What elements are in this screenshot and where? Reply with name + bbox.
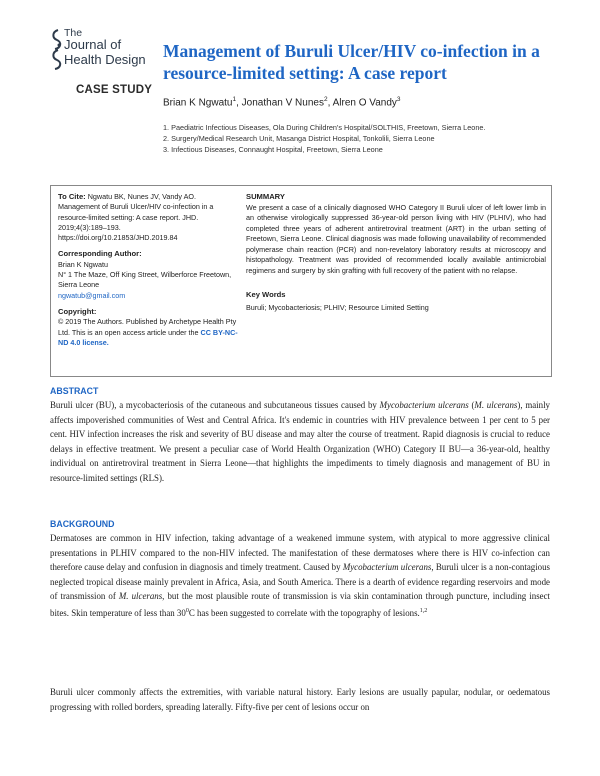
- keywords-heading: Key Words: [246, 290, 286, 299]
- journal-logo: [50, 26, 162, 76]
- article-info-box: [50, 185, 552, 377]
- copyright-text: © 2019 The Authors. Published by Archetype Health Pty Ltd. This is an open access article under the: [58, 317, 237, 337]
- article-type: CASE STUDY: [76, 84, 153, 96]
- summary-heading: SUMMARY: [246, 192, 285, 201]
- license-link[interactable]: CC BY-NC-ND 4.0 license.: [58, 327, 238, 347]
- journal-name-line1: The: [64, 27, 83, 39]
- keywords-text: Buruli; Mycobacteriosis; PLHIV; Resource Limited Setting: [246, 302, 429, 312]
- affiliation-item: 1. Paediatric Infectious Diseases, Ola During Children's Hospital/SOLTHIS, Freetown, Sierra Leone.: [163, 123, 486, 132]
- author-affil-ref: 2: [323, 96, 328, 103]
- reference-marker[interactable]: 1,2: [419, 607, 428, 614]
- degree-superscript: 0: [185, 607, 189, 614]
- affiliation-list: [163, 122, 485, 155]
- background-text: Dermatoses are common in HIV infection, taking advantage of a weakened immune system, with atypical to more aggressive clinical presentations in PLHIV compared to the non-HIV infected. The manifestation of these dermatoses where there is HIV co-infection can therefore cause delay and confusion in diagnosis and timely treatment. Caused by: [50, 533, 550, 573]
- background-text: C has been suggested to correlate with the topography of lesions.: [188, 607, 420, 618]
- background-text: , but the most plausible route of transmission is via skin contamination through puncture, including insect bites. Skin temperature of less than 30: [50, 591, 550, 618]
- author-name: Brian K Ngwatu: [163, 97, 233, 109]
- species-name: Mycobacterium ulcerans: [379, 400, 469, 410]
- abstract-heading: ABSTRACT: [50, 386, 99, 396]
- background-paragraph-2: Buruli ulcer commonly affects the extremities, with variable natural history. Early lesions are usually papular, nodular, or oedematous progressing with rolled borders, spreading laterally. Fifty-five per cent of lesions occur on: [50, 687, 550, 712]
- background-text: , Buruli ulcer is a non-contagious neglected tropical disease mainly prevalent in Africa, Asia, and South America. There is a dearth of evidence regarding reservoirs and mode of transmission of: [50, 562, 550, 602]
- affiliation-item: 2. Surgery/Medical Research Unit, Masanga District Hospital, Tonkolili, Sierra Leone: [163, 134, 435, 143]
- corresponding-author-address: N° 1 The Maze, Off King Street, Wilberforce Freetown, Sierra Leone: [58, 270, 232, 290]
- corresponding-author-email-link[interactable]: ngwatub@gmail.com: [58, 290, 126, 300]
- citation-block: [58, 192, 238, 243]
- journal-logo-icon: [50, 28, 62, 70]
- citation-text: Ngwatu BK, Nunes JV, Vandy AO. Management of Buruli Ulcer/HIV co-infection in a resource-limited setting: A case report. JHD. 2019;4(3):189–193. https://doi.org/10.21853/JHD.2019.84: [58, 192, 214, 243]
- species-abbrev: M. ulcerans: [474, 400, 518, 410]
- abstract-text: Buruli ulcer (BU), a mycobacteriosis of the cutaneous and subcutaneous tissues caused by: [50, 400, 380, 410]
- abstract-text: ), mainly affects impoverished communities of West and Central Africa. It's endemic in countries with HIV prevalence between 1 per cent to 5 per cent. HIV infection increases the risk and severity of BU disease and may alter the course of treatment. Rapid diagnosis is crucial to reduce delays in effective treatment. We present a peculiar case of World Health Organization (WHO) Category II BU—a 36-year-old, healthy individual on antiretroviral treatment in Sierra Leone—that highlights the impediments to timely diagnosis and management of BU in resource-limited settings (RLS).: [50, 400, 550, 483]
- species-abbrev: M. ulcerans: [118, 591, 163, 602]
- corresponding-author-label: Corresponding Author:: [58, 249, 142, 259]
- author-name: Alren O Vandy: [332, 97, 397, 109]
- summary-column: [246, 192, 546, 319]
- summary-text: We present a case of a clinically diagnosed WHO Category II Buruli ulcer of left lower limb in an otherwise virologically suppressed 36-year-old person living with HIV (PLHIV), who had completed three years of adherent antiretroviral treatment (ART) in the urban setting of Freetown, Sierra Leone. Clinical diagnosis was made following unavailability of recommended polymerase chain reaction (PCR) and non-revelatory laboratory results at microscopy and histopathology. Treatment was provided of recommended locally available antimicrobial regimens and surgery by skin grafting with full recovery of the patient with no relapse.: [246, 202, 546, 275]
- article-title: Management of Buruli Ulcer/HIV co-infection in a resource-limited setting: A case report: [163, 41, 540, 83]
- journal-name-line2: Journal of: [64, 37, 122, 52]
- author-list: Brian K Ngwatu$^1$, Jonathan V Nunes$^2$, Alren O Vandy$^3$: [163, 96, 401, 109]
- citation-label: To Cite:: [58, 192, 86, 201]
- article-meta-column: [58, 192, 238, 354]
- background-heading: BACKGROUND: [50, 519, 115, 529]
- abstract-text: (: [468, 400, 475, 410]
- affiliation-item: 3. Infectious Diseases, Connaught Hospital, Freetown, Sierra Leone: [163, 145, 383, 154]
- copyright-label: Copyright:: [58, 306, 97, 316]
- copyright-block: [58, 307, 238, 348]
- author-name: Jonathan V Nunes: [241, 97, 324, 109]
- journal-name-line3: Health Design: [64, 52, 146, 67]
- corresponding-author-block: [58, 249, 238, 300]
- author-affil-ref: 1: [232, 96, 237, 103]
- background-paragraph-1: [50, 531, 550, 621]
- abstract-paragraph: [50, 398, 550, 486]
- author-affil-ref: 3: [396, 96, 401, 103]
- corresponding-author-name: Brian K Ngwatu: [58, 259, 108, 269]
- species-name: Mycobacterium ulcerans: [342, 562, 432, 573]
